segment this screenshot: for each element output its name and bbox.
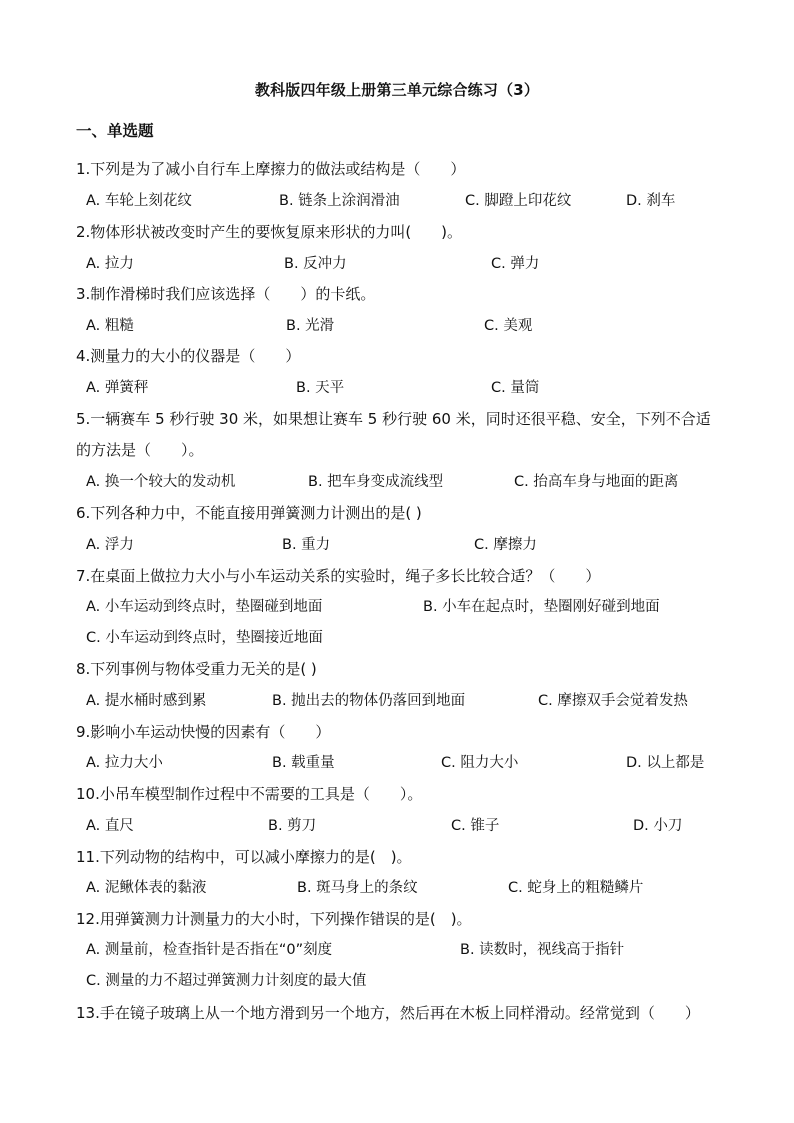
section-heading: 一、单选题 (76, 122, 154, 140)
question-2-stem: 2.物体形状被改变时产生的要恢复原来形状的力叫( )。 (76, 223, 463, 241)
question-6-option-a[interactable]: A. 浮力 (86, 537, 134, 553)
question-3-stem: 3.制作滑梯时我们应该选择（ ）的卡纸。 (76, 285, 376, 303)
page-title: 教科版四年级上册第三单元综合练习（3） (254, 81, 540, 99)
question-5-option-b[interactable]: B. 把车身变成流线型 (308, 474, 444, 490)
question-6-stem: 6.下列各种力中，不能直接用弹簧测力计测出的是( ) (76, 504, 422, 522)
question-2-option-c[interactable]: C. 弹力 (491, 256, 540, 272)
question-12-stem: 12.用弹簧测力计测量力的大小时，下列操作错误的是( )。 (76, 910, 472, 928)
question-8-option-b[interactable]: B. 抛出去的物体仍落回到地面 (272, 693, 466, 709)
question-7-option-c[interactable]: C. 小车运动到终点时，垫圈接近地面 (86, 630, 323, 646)
question-7-stem: 7.在桌面上做拉力大小与小车运动关系的实验时，绳子多长比较合适？（ ） (76, 567, 601, 585)
question-7-option-a[interactable]: A. 小车运动到终点时，垫圈碰到地面 (86, 599, 323, 615)
question-10-option-d[interactable]: D. 小刀 (633, 818, 683, 834)
question-12-option-c[interactable]: C. 测量的力不超过弹簧测力计刻度的最大值 (86, 973, 367, 989)
question-10-option-b[interactable]: B. 剪刀 (268, 818, 317, 834)
question-9-option-d[interactable]: D. 以上都是 (626, 755, 705, 771)
question-10-stem: 10.小吊车模型制作过程中不需要的工具是（ ）。 (76, 785, 423, 803)
question-4-option-b[interactable]: B. 天平 (296, 380, 345, 396)
question-3-option-c[interactable]: C. 美观 (484, 318, 533, 334)
question-6-option-c[interactable]: C. 摩擦力 (474, 537, 537, 553)
question-12-option-b[interactable]: B. 读数时，视线高于指针 (460, 942, 625, 958)
question-8-stem: 8.下列事例与物体受重力无关的是( ) (76, 660, 317, 678)
question-9-option-a[interactable]: A. 拉力大小 (86, 755, 163, 771)
question-10-option-c[interactable]: C. 锥子 (451, 818, 500, 834)
question-13-stem: 13.手在镜子玻璃上从一个地方滑到另一个地方，然后再在木板上同样滑动。经常觉到（ ） (76, 1004, 700, 1022)
question-11-option-a[interactable]: A. 泥鳅体表的黏液 (86, 880, 207, 896)
question-4-stem: 4.测量力的大小的仪器是（ ） (76, 347, 301, 365)
question-11-option-c[interactable]: C. 蛇身上的粗糙鳞片 (508, 880, 644, 896)
question-7-option-b[interactable]: B. 小车在起点时，垫圈刚好碰到地面 (423, 599, 660, 615)
question-1-option-b[interactable]: B. 链条上涂润滑油 (279, 193, 400, 209)
question-11-option-b[interactable]: B. 斑马身上的条纹 (297, 880, 418, 896)
question-3-option-a[interactable]: A. 粗糙 (86, 318, 134, 334)
question-10-option-a[interactable]: A. 直尺 (86, 818, 134, 834)
question-12-option-a[interactable]: A. 测量前，检查指针是否指在“0”刻度 (86, 942, 333, 958)
question-11-stem: 11.下列动物的结构中，可以减小摩擦力的是( )。 (76, 848, 412, 866)
question-4-option-a[interactable]: A. 弹簧秤 (86, 380, 149, 396)
question-3-option-b[interactable]: B. 光滑 (286, 318, 335, 334)
question-9-option-c[interactable]: C. 阻力大小 (441, 755, 519, 771)
question-6-option-b[interactable]: B. 重力 (282, 537, 331, 553)
question-8-option-a[interactable]: A. 提水桶时感到累 (86, 693, 207, 709)
question-5-option-c[interactable]: C. 抬高车身与地面的距离 (514, 474, 679, 490)
question-9-option-b[interactable]: B. 载重量 (272, 755, 335, 771)
question-1-option-c[interactable]: C. 脚蹬上印花纹 (465, 193, 572, 209)
question-9-stem: 9.影响小车运动快慢的因素有（ ） (76, 723, 331, 741)
question-1-option-d[interactable]: D. 刹车 (626, 193, 676, 209)
question-4-option-c[interactable]: C. 量筒 (491, 380, 540, 396)
question-2-option-b[interactable]: B. 反冲力 (284, 256, 347, 272)
question-5-option-a[interactable]: A. 换一个较大的发动机 (86, 474, 236, 490)
question-1-stem: 1.下列是为了减小自行车上摩擦力的做法或结构是（ ） (76, 160, 466, 178)
question-2-option-a[interactable]: A. 拉力 (86, 256, 134, 272)
question-5-stem: 5.一辆赛车 5 秒行驶 30 米，如果想让赛车 5 秒行驶 60 米，同时还很平稳、安全，下列不合适的方法是（ ）。 (76, 410, 711, 459)
question-8-option-c[interactable]: C. 摩擦双手会觉着发热 (538, 693, 688, 709)
question-1-option-a[interactable]: A. 车轮上刻花纹 (86, 193, 192, 209)
